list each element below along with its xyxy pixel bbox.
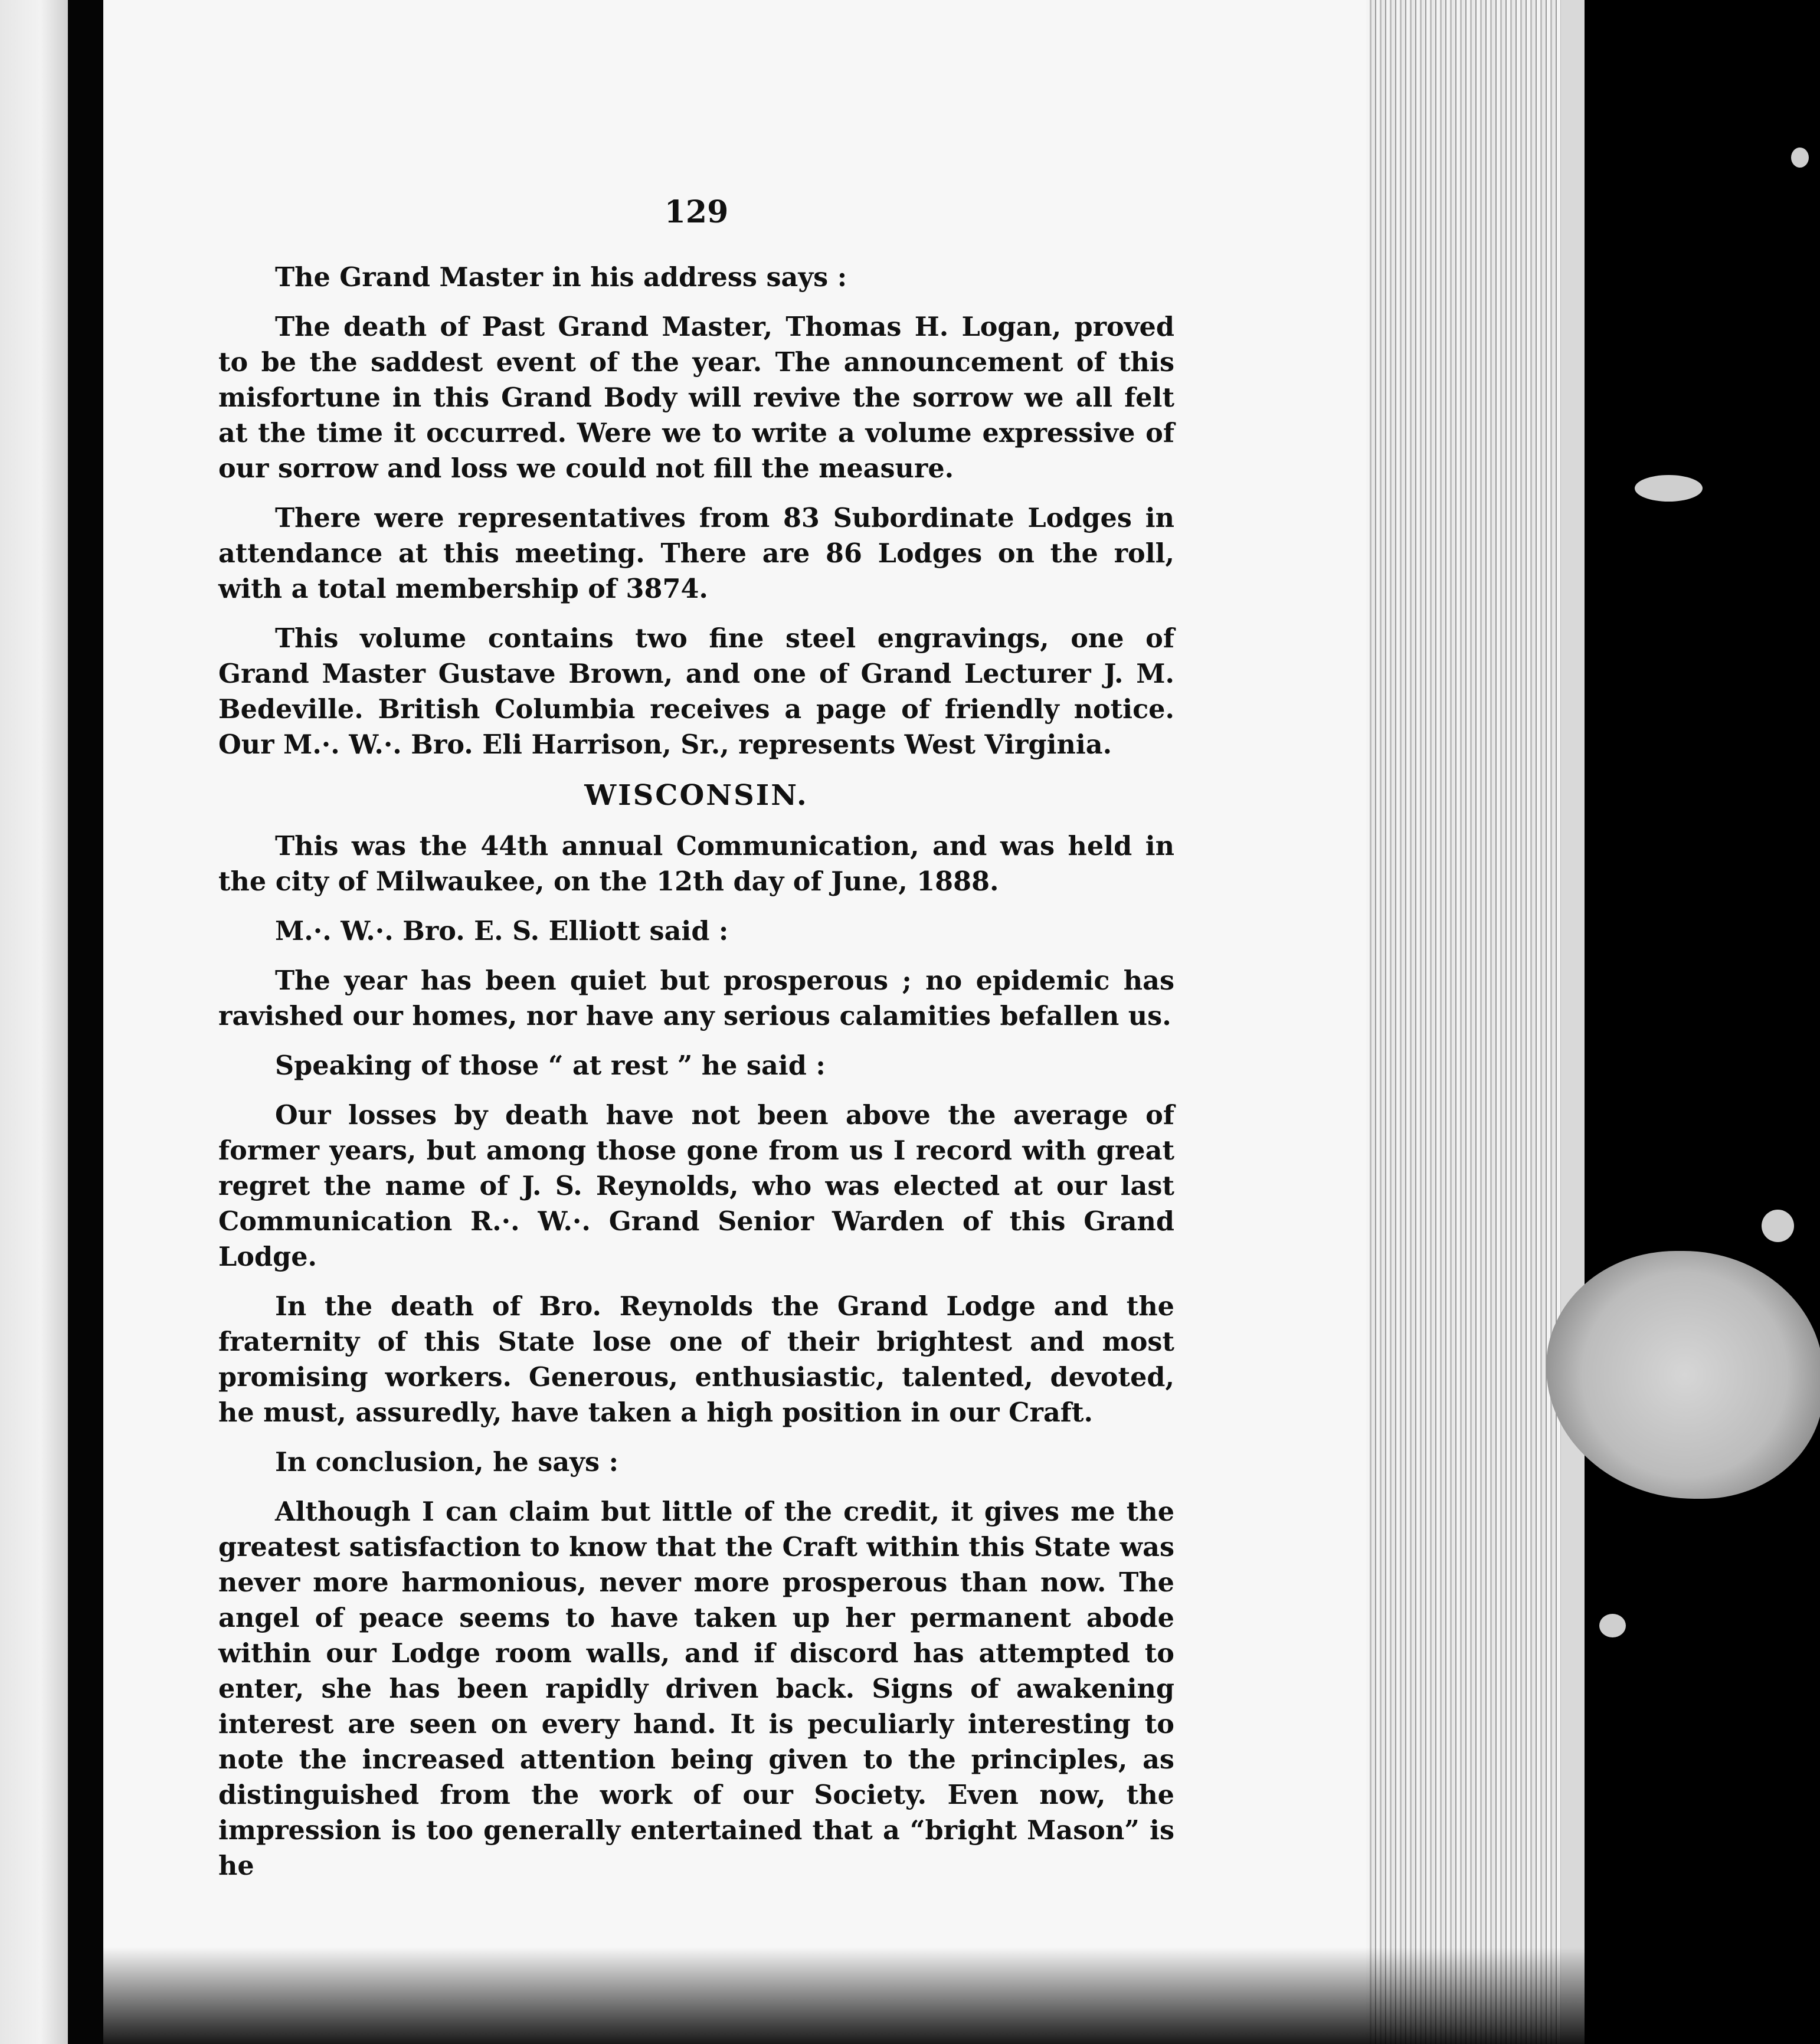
paragraph: Our losses by death have not been above the average of former years, but among those gone from us I record with great regret the name of J. S. Reynolds, who was elected at our last Communication R.·. W.·. Grand Senior Warden of this Grand Lodge. (218, 1100, 1174, 1272)
page-edges (1366, 0, 1585, 2044)
book-gutter (68, 0, 103, 2044)
paragraph: Although I can claim but little of the credit, it gives me the greatest satisfaction to know that the Craft within this State was never more harmonious, never more prosperous than now. The angel of peace seems to have taken up her permanent abode within our Lodge room walls, and if discord has attempted to enter, she has been rapidly driven back. Signs of awakening interest are seen on every hand. It is peculiarly interesting to note the increased attention being given to the principles, as distinguished from the work of our Society. Even now, the impression is too generally entertained that a “bright Mason” is he (218, 1496, 1174, 1881)
paper-speck (1791, 148, 1809, 168)
paragraph: The year has been quiet but prosperous ; no epidemic has ravished our homes, nor have any serious calamities befallen us. (218, 965, 1174, 1031)
paper-speck (1599, 1614, 1626, 1637)
bottom-shadow (103, 1947, 1585, 2044)
page-number: 129 (664, 194, 729, 230)
paragraph: Speaking of those “ at rest ” he said : (275, 1050, 826, 1081)
paper-damage-blot (1546, 1251, 1820, 1499)
paragraph: In the death of Bro. Reynolds the Grand Lodge and the fraternity of this State lose one of their brightest and most promising workers. Generous, enthusiastic, talented, devoted, he must, assuredly, have taken a high position in our Craft. (218, 1291, 1174, 1428)
paragraph: In conclusion, he says : (275, 1447, 618, 1478)
paper-speck (1635, 475, 1703, 502)
facing-page-edge (0, 0, 68, 2044)
page-text (218, 195, 1174, 1898)
paragraph: The death of Past Grand Master, Thomas H. Logan, proved to be the saddest event of the year. The announcement of this misfortune in this Grand Body will revive the sorrow we all felt at the time it occurred. Were we to write a volume expressive of our sorrow and loss we could not fill the measure. (218, 312, 1174, 484)
paragraph: This volume contains two fine steel engravings, one of Grand Master Gustave Brown, and one of Grand Lecturer J. M. Bedeville. British Columbia receives a page of friendly notice. Our M.·. W.·. Bro. Eli Harrison, Sr., represents West Virginia. (218, 623, 1174, 760)
paragraph: This was the 44th annual Communication, and was held in the city of Milwaukee, on the 12th day of June, 1888. (218, 831, 1174, 897)
section-heading: WISCONSIN. (584, 779, 808, 812)
paragraph: The Grand Master in his address says : (275, 262, 847, 293)
paragraph: There were representatives from 83 Subordinate Lodges in attendance at this meeting. There are 86 Lodges on the roll, with a total membership of 3874. (218, 503, 1174, 604)
paper-speck (1762, 1210, 1794, 1242)
paragraph: M.·. W.·. Bro. E. S. Elliott said : (275, 916, 729, 946)
